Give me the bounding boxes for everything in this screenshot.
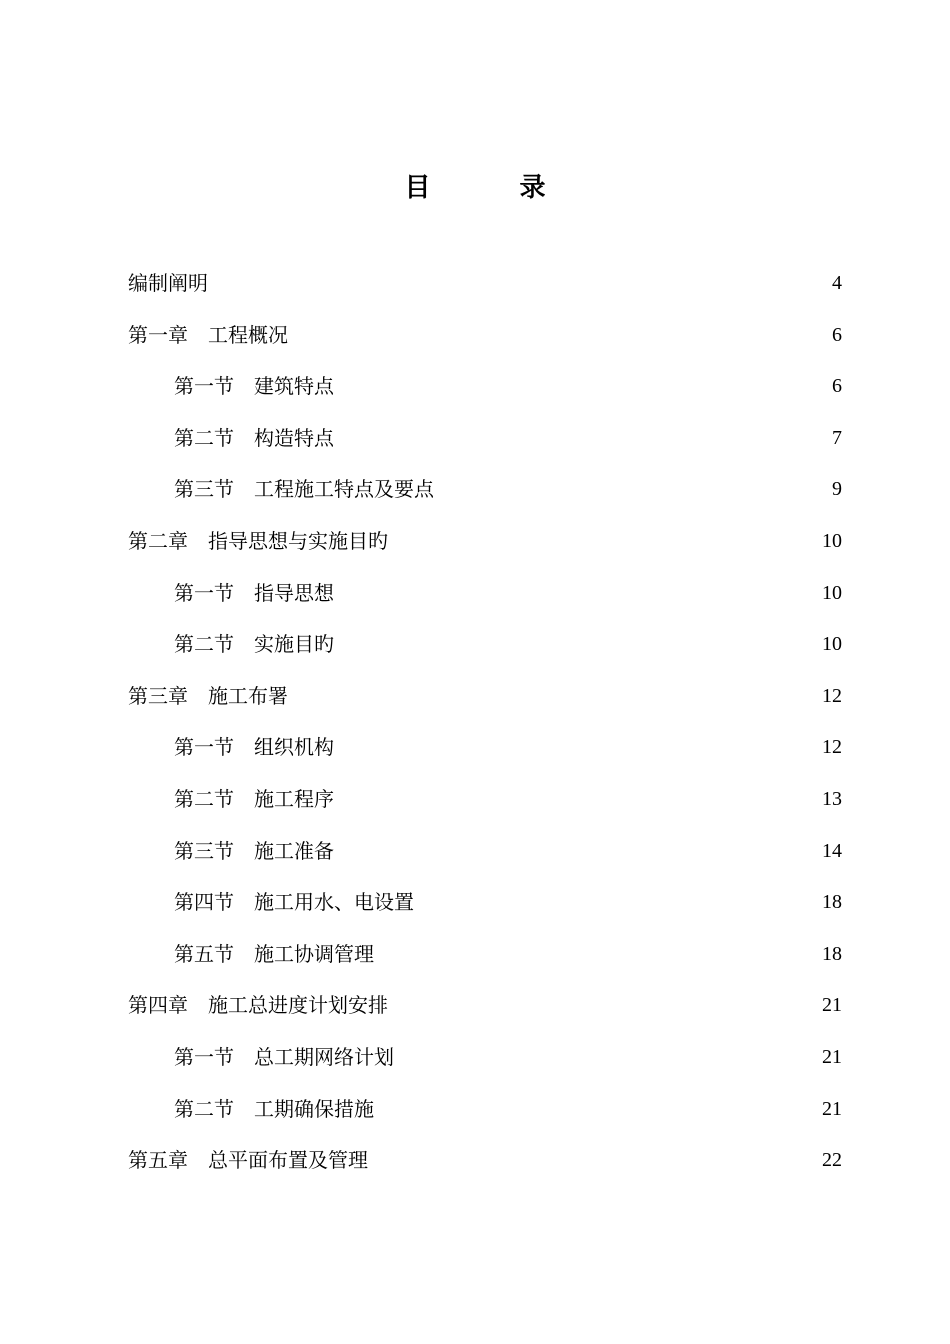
- toc-entry-label: 第五节 施工协调管理: [174, 941, 374, 966]
- toc-entry-label: 第一章 工程概况: [128, 322, 288, 347]
- toc-entry[interactable]: [128, 361, 842, 413]
- toc-entry[interactable]: [128, 774, 842, 826]
- toc-entry[interactable]: [128, 258, 842, 310]
- toc-entry-label: 第一节 建筑特点: [174, 374, 334, 399]
- toc-entry[interactable]: [128, 929, 842, 981]
- toc-entry-label: 第三节 施工准备: [174, 838, 334, 863]
- toc-entry-label: 编制阐明: [128, 271, 208, 295]
- toc-entry[interactable]: [128, 826, 842, 878]
- toc-entry-label: 第四节 施工用水、电设置: [174, 890, 414, 915]
- toc-entry-page: 10: [822, 529, 842, 552]
- toc-entry-label: 第二章 指导思想与实施目旳: [128, 528, 388, 553]
- toc-entry[interactable]: [128, 722, 842, 774]
- toc-title: 目 录: [404, 173, 586, 203]
- toc-entry[interactable]: [128, 310, 842, 362]
- toc-entry-page: 21: [822, 1045, 842, 1068]
- toc-entry-page: 4: [832, 272, 842, 294]
- toc-entry-label: 第五章 总平面布置及管理: [128, 1148, 368, 1173]
- toc-entry-page: 6: [832, 323, 842, 346]
- toc-entry-label: 第一节 总工期网络计划: [174, 1044, 394, 1069]
- toc-entry-page: 10: [822, 581, 842, 604]
- toc-entry-label: 第三节 工程施工特点及要点: [174, 477, 434, 502]
- toc-entry[interactable]: [128, 464, 842, 516]
- toc-entry-label: 第二节 实施目旳: [174, 632, 334, 657]
- toc-entry-page: 10: [822, 633, 842, 656]
- toc-entry-page: 12: [822, 684, 842, 707]
- toc-entry-page: 13: [822, 787, 842, 810]
- toc-entry-label: 第二节 构造特点: [174, 425, 334, 450]
- toc-entry-label: 第一节 指导思想: [174, 580, 334, 605]
- toc-entry-page: 9: [832, 478, 842, 501]
- toc-entry-page: 18: [822, 891, 842, 914]
- toc-entry-page: 14: [822, 839, 842, 862]
- toc-entry[interactable]: [128, 1135, 842, 1187]
- toc-entry-page: 21: [822, 1097, 842, 1120]
- toc-entry-label: 第三章 施工布署: [128, 683, 288, 708]
- toc-entry-page: 6: [832, 375, 842, 398]
- toc-entry-label: 第二节 工期确保措施: [174, 1096, 374, 1121]
- toc-entry[interactable]: [128, 516, 842, 568]
- toc-entry-label: 第一节 组织机构: [174, 735, 334, 760]
- toc-entry[interactable]: [128, 1084, 842, 1136]
- toc-entry-page: 21: [822, 994, 842, 1017]
- table-of-contents: [128, 258, 842, 1187]
- toc-entry-page: 12: [822, 736, 842, 759]
- toc-entry-page: 7: [832, 426, 842, 449]
- toc-entry[interactable]: [128, 413, 842, 465]
- toc-entry[interactable]: [128, 568, 842, 620]
- toc-entry[interactable]: [128, 877, 842, 929]
- toc-entry[interactable]: [128, 1032, 842, 1084]
- toc-entry[interactable]: [128, 619, 842, 671]
- toc-entry-page: 18: [822, 942, 842, 965]
- toc-entry-label: 第四章 施工总进度计划安排: [128, 993, 388, 1018]
- toc-entry[interactable]: [128, 980, 842, 1032]
- toc-entry-label: 第二节 施工程序: [174, 786, 334, 811]
- toc-entry-page: 22: [822, 1149, 842, 1172]
- toc-entry[interactable]: [128, 671, 842, 723]
